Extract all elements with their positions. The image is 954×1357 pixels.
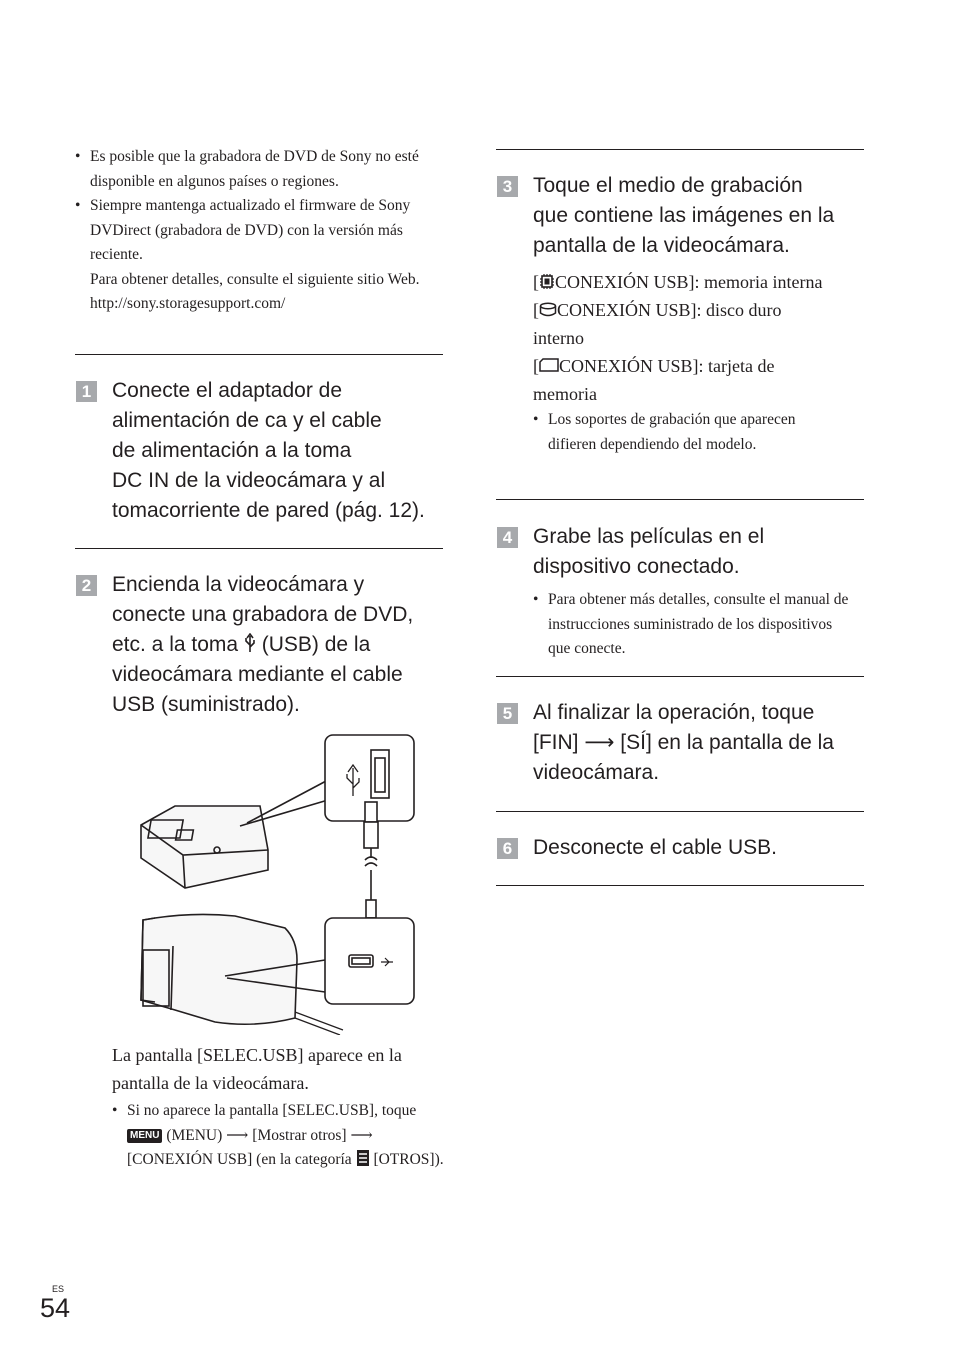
step-number: 4 bbox=[497, 527, 518, 548]
result-paragraph: La pantalla [SELEC.USB] aparece en la pantalla de la videocámara. bbox=[112, 1045, 402, 1093]
usb-icon bbox=[244, 633, 256, 653]
divider bbox=[496, 676, 864, 677]
internal-memory-icon bbox=[539, 273, 555, 290]
memory-card-icon bbox=[539, 358, 559, 372]
left-notes bbox=[75, 145, 445, 317]
option-memory-card: [ CONEXIÓN USB]: tarjeta de memoria bbox=[533, 356, 775, 404]
connection-illustration bbox=[135, 730, 435, 1035]
option-hard-disk: [ CONEXIÓN USB]: disco duro interno bbox=[533, 300, 782, 348]
note-text: Siempre mantenga actualizado el firmware de Sony DVDirect (grabadora de DVD) con la versión más reciente. bbox=[90, 197, 411, 263]
note-item: • Los soportes de grabación que aparecen difieren dependiendo del modelo. bbox=[533, 408, 833, 457]
note-url: http://sony.storagesupport.com/ bbox=[90, 295, 286, 312]
dvd-writer-image bbox=[141, 806, 268, 888]
step-number: 5 bbox=[497, 703, 518, 724]
arrow-icon: ⟶ bbox=[584, 731, 615, 754]
note-item: • Para obtener más detalles, consulte el manual de instrucciones suministrado de los dispositivos que conecte. bbox=[533, 588, 858, 662]
language-code: ES bbox=[52, 1284, 65, 1294]
note-item: • Es posible que la grabadora de DVD de Sony no esté disponible en algunos países o regiones. bbox=[75, 145, 445, 194]
step-text: Al finalizar la operación, toque [FIN] ⟶ [SÍ] en la pantalla de la videocámara. bbox=[533, 701, 834, 784]
step-number: 3 bbox=[497, 176, 518, 197]
step-text: Grabe las películas en el dispositivo conectado. bbox=[533, 525, 765, 578]
step-2-result bbox=[112, 1041, 447, 1173]
note-item bbox=[75, 194, 445, 317]
divider bbox=[75, 354, 443, 355]
hard-disk-icon bbox=[539, 302, 557, 318]
step-4-notes bbox=[533, 588, 858, 662]
step-text: Toque el medio de grabación que contiene las imágenes en la pantalla de la videocámara. bbox=[533, 174, 835, 257]
step-3-options bbox=[533, 268, 833, 457]
step-text: Conecte el adaptador de alimentación de ca y el cable de alimentación a la toma DC IN de la videocámara y al tomacorriente de pared (pág. 12). bbox=[112, 379, 425, 522]
divider bbox=[496, 499, 864, 500]
step-text: Encienda la videocámara y conecte una grabadora de DVD, etc. a la toma (USB) de la videocámara mediante el cable USB (suministrado). bbox=[112, 573, 414, 716]
step-number: 6 bbox=[497, 838, 518, 859]
note-text: Para obtener detalles, consulte el siguiente sitio Web. bbox=[90, 270, 420, 288]
step-number: 1 bbox=[76, 381, 97, 402]
step-number: 2 bbox=[76, 575, 97, 596]
menu-button-icon: MENU bbox=[127, 1129, 162, 1143]
option-internal-memory: [ CONEXIÓN USB]: memoria interna bbox=[533, 272, 823, 292]
page-number: 54 bbox=[40, 1293, 71, 1323]
others-category-icon bbox=[356, 1149, 370, 1167]
divider bbox=[496, 811, 864, 812]
arrow-icon: ⟶ bbox=[350, 1126, 373, 1144]
camcorder-image bbox=[141, 914, 297, 1024]
arrow-icon: ⟶ bbox=[226, 1126, 249, 1144]
divider bbox=[75, 548, 443, 549]
step-text: Desconecte el cable USB. bbox=[533, 836, 777, 859]
divider bbox=[496, 885, 864, 886]
note-item: • Si no aparece la pantalla [SELEC.USB], toque MENU (MENU) ⟶ [Mostrar otros] ⟶ [CONEXIÓN USB] (en la categoría [OTROS]). bbox=[112, 1099, 447, 1173]
divider bbox=[496, 149, 864, 150]
